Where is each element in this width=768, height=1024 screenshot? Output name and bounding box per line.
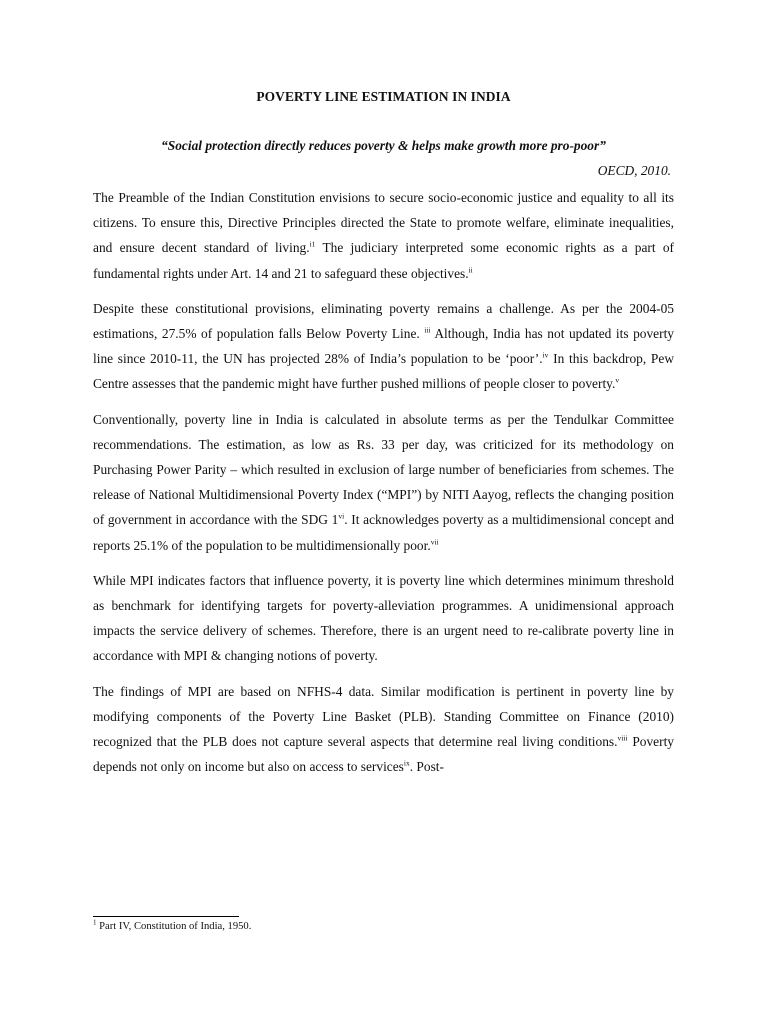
paragraph-text: Despite these constitutional provisions, eliminating poverty remains a challenge. As per the 2004-05 estimations, 27.5% of population falls Below Poverty Line. <box>93 300 674 342</box>
paragraph-3 <box>93 407 674 558</box>
document-title: POVERTY LINE ESTIMATION IN INDIA <box>256 89 511 104</box>
endnote-ref[interactable]: v <box>615 375 620 385</box>
epigraph-attribution: OECD, 2010. <box>597 163 671 178</box>
endnote-ref[interactable]: ii <box>468 265 473 275</box>
paragraph-4 <box>93 568 674 669</box>
endnote-ref[interactable]: vi <box>338 511 345 521</box>
paragraph-5 <box>93 679 674 780</box>
endnote-ref[interactable]: viii <box>617 733 628 743</box>
endnote-ref[interactable]: iv <box>542 350 549 360</box>
paragraph-text: . Post- <box>409 759 444 775</box>
paragraph-2 <box>93 296 674 397</box>
endnote-ref[interactable]: iii <box>424 325 431 335</box>
endnote-ref[interactable]: ix <box>403 758 410 768</box>
paragraph-text: Although, India has not updated its poverty line since 2010-11, the UN has projected 28% of India’s population to be ‘poor’. <box>93 326 674 367</box>
paragraph-text: The Preamble of the Indian Constitution envisions to secure socio-economic justice and equality to all its citizens. To ensure this, Directive Principles directed the State to promote welfare, eliminate inequalities, and ensure decent standard of living. <box>93 190 674 256</box>
paragraph-text: Poverty depends not only on income but also on access to services <box>93 734 674 775</box>
footnote <box>93 918 252 932</box>
paragraph-text: In this backdrop, Pew Centre assesses that the pandemic might have further pushed millions of people closer to poverty. <box>93 351 674 392</box>
paragraph-1 <box>93 185 674 286</box>
footnote-text: Part IV, Constitution of India, 1950. <box>96 921 252 932</box>
paragraph-text: . It acknowledges poverty as a multidimensional concept and reports 25.1% of the population to be multidimensionally poor. <box>93 512 674 553</box>
endnote-ref[interactable]: i1 <box>309 239 316 249</box>
document-body <box>93 185 674 789</box>
endnote-ref[interactable]: vii <box>430 537 439 547</box>
paragraph-text: Conventionally, poverty line in India is calculated in absolute terms as per the Tendulkar Committee recommendations. The estimation, as low as Rs. 33 per day, was criticized for its methodology on Purchasing Power Parity – which resulted in exclusion of large number of beneficiaries from schemes. The release of National Multidimensional Poverty Index (“MPI”) by NITI Aayog, reflects the changing position of government in accordance with the SDG 1 <box>93 411 674 528</box>
paragraph-text: The judiciary interpreted some economic rights as a part of fundamental rights under Art. 14 and 21 to safeguard these objectives. <box>93 240 674 281</box>
paragraph-text: While MPI indicates factors that influence poverty, it is poverty line which determines minimum threshold as benchmark for identifying targets for poverty-alleviation programmes. A unidimensional approach impacts the service delivery of schemes. Therefore, there is an urgent need to re-calibrate poverty line in accordance with MPI & changing notions of poverty. <box>93 572 674 664</box>
epigraph-quote: “Social protection directly reduces poverty & helps make growth more pro-poor” <box>161 138 606 153</box>
paragraph-text: The findings of MPI are based on NFHS-4 data. Similar modification is pertinent in poverty line by modifying components of the Poverty Line Basket (PLB). Standing Committee on Finance (2010) recognized that the PLB does not capture several aspects that determine real living conditions. <box>93 683 674 750</box>
footnote-marker: 1 <box>93 918 97 927</box>
footnote-separator <box>93 916 239 917</box>
